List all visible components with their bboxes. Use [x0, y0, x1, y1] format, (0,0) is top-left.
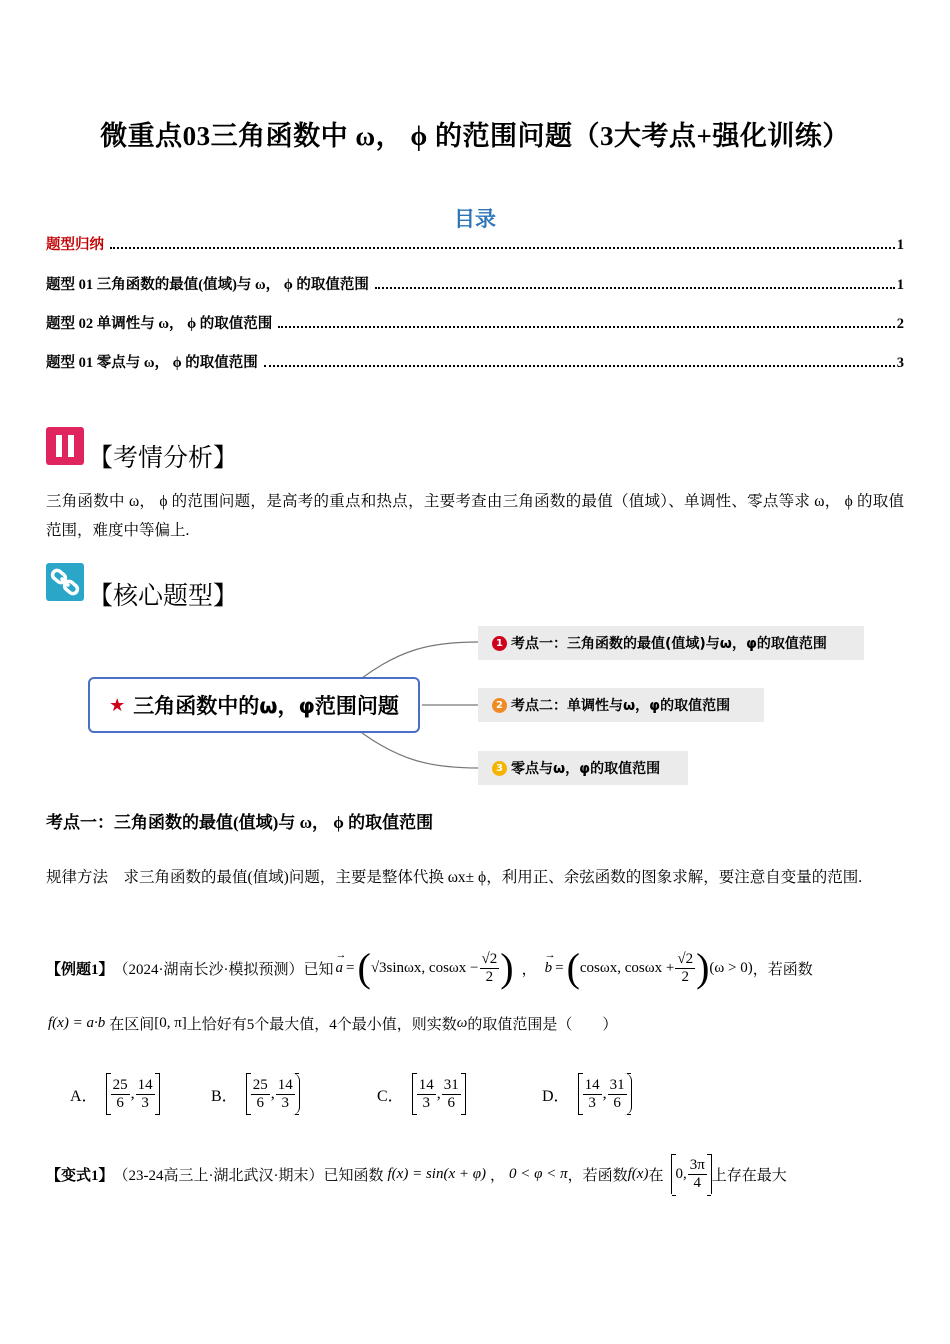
- fraction: $\frac{√2}{2}$: [481, 950, 498, 985]
- variant-text: 在: [648, 1167, 664, 1184]
- option-a[interactable]: [70, 1073, 160, 1115]
- option-label: D．: [542, 1087, 570, 1105]
- option-interval: $\frac{25}{6}$ , $\frac{14}{3}$: [246, 1073, 300, 1115]
- vector-a-body: √3sinωx, cosωx −: [370, 959, 479, 976]
- core-title: 【核心题型】: [88, 581, 239, 610]
- analysis-title: 【考情分析】: [88, 443, 239, 472]
- example-text: 上恰好有5个最大值，4个最小值，则实数: [186, 1017, 457, 1033]
- interval: [0, π]: [154, 1015, 187, 1031]
- toc-row[interactable]: [46, 350, 904, 372]
- toc-row[interactable]: [46, 232, 904, 254]
- toc-dots: [375, 287, 895, 289]
- toc-row-page: 1: [896, 277, 904, 293]
- mindmap-branch-label: 考点一：三角函数的最值(值域)与ω，φ的取值范围: [511, 636, 827, 652]
- variant-text: ，若函数: [567, 1167, 628, 1184]
- vector-b-body: cosωx, cosωx +: [579, 959, 675, 976]
- option-label: C．: [377, 1087, 404, 1105]
- example-text: 在区间: [109, 1017, 155, 1033]
- variant-tag: 【变式1】: [46, 1167, 114, 1184]
- option-b[interactable]: [211, 1073, 300, 1115]
- toc-row-page: 3: [896, 355, 904, 371]
- option-label: B．: [211, 1087, 238, 1105]
- toc-row-page: 2: [896, 316, 904, 332]
- function-expr: f(x) = a·b: [48, 1015, 106, 1031]
- mindmap-root-label: 三角函数中的ω，φ范围问题: [133, 694, 399, 718]
- toc-row[interactable]: [46, 311, 904, 333]
- kaodian1-heading: 考点一：三角函数的最值(值域)与 ω， ϕ 的取值范围: [46, 813, 434, 832]
- page-title: 微重点03三角函数中 ω， ϕ 的范围问题（3大考点+强化训练）: [100, 121, 850, 151]
- mindmap-branch: [478, 626, 864, 660]
- example-source: （2024·湖南长沙·模拟预测）已知: [113, 961, 334, 978]
- link-icon: [46, 563, 84, 601]
- number-badge: 2: [492, 698, 507, 713]
- example-text: ，若函数: [752, 961, 813, 978]
- function-expr: f(x): [627, 1165, 649, 1182]
- variant1-line: 【变式1】 （23-24高三上·湖北武汉·期末）已知函数 f(x) = sin(x + φ) ， 0 < φ < π ，若函数 f(x) 在 0, $\frac{3\pi}{4}$ 上存在最大: [46, 1152, 916, 1196]
- mindmap-root: [88, 677, 420, 733]
- example1-line2: [48, 1013, 617, 1034]
- star-icon: ★: [109, 694, 126, 716]
- option-interval: $\frac{14}{3}$ , $\frac{31}{6}$: [412, 1073, 466, 1115]
- example-text: 的取值范围是（ ）: [467, 1017, 618, 1033]
- fraction: $\frac{√2}{2}$: [677, 950, 694, 985]
- example1-line1: 【例题1】 （2024·湖南长沙·模拟预测）已知 → a = ( √3sinωx, cosωx − $\frac{√2}{2}$ ) ， → b = ( cosωx, cosωx + $\frac{√2}{2}$ ) (ω > 0) ，若函数: [46, 945, 813, 990]
- toc-dots: [278, 326, 894, 328]
- mindmap-branch-label: 考点二：单调性与ω，φ的取值范围: [511, 698, 731, 714]
- toc-row-label: 题型归纳: [46, 237, 104, 253]
- example-tag: 【例题1】: [46, 961, 114, 978]
- toc-row-label: 题型 02 单调性与 ω， ϕ 的取值范围: [46, 316, 273, 332]
- vector-b: → b: [544, 948, 556, 976]
- number-badge: 3: [492, 761, 507, 776]
- toc-dots: [110, 247, 895, 249]
- option-c[interactable]: [377, 1073, 466, 1115]
- variant-text: 上存在最大: [711, 1167, 787, 1184]
- variant-source: （23-24高三上·湖北武汉·期末）已知函数: [113, 1167, 384, 1184]
- vector-a: → a: [335, 948, 347, 976]
- analysis-text: 三角函数中 ω， ϕ 的范围问题，是高考的重点和热点，主要考查由三角函数的最值（值域）、单调性、零点等求 ω， ϕ 的取值范围，难度中等偏上.: [46, 493, 904, 539]
- omega-symbol: ω: [456, 1015, 468, 1031]
- phi-condition: 0 < φ < π: [509, 1165, 568, 1182]
- toc-row[interactable]: [46, 272, 904, 294]
- function-expr: f(x) = sin(x + φ): [387, 1165, 487, 1182]
- kaodian1-method: 规律方法 求三角函数的最值(值域)问题，主要是整体代换 ωx± ϕ，利用正、余弦函数的图象求解，要注意自变量的范围.: [46, 869, 863, 886]
- mindmap-branch: [478, 751, 688, 785]
- number-badge: 1: [492, 636, 507, 651]
- toc-row-page: 1: [896, 237, 904, 253]
- toc-row-label: 题型 01 零点与 ω， ϕ 的取值范围: [46, 355, 258, 371]
- option-interval: $\frac{14}{3}$ , $\frac{31}{6}$: [578, 1073, 632, 1115]
- toc-row-label: 题型 01 三角函数的最值(值域)与 ω， ϕ 的取值范围: [46, 277, 369, 293]
- mindmap-branch-label: 零点与ω，φ的取值范围: [511, 761, 661, 777]
- toc-dots: [264, 365, 895, 367]
- omega-condition: (ω > 0): [709, 959, 753, 976]
- option-label: A．: [70, 1087, 98, 1105]
- option-d[interactable]: [542, 1073, 632, 1115]
- mindmap-branch: [478, 688, 764, 722]
- toc-heading: 目录: [454, 207, 496, 231]
- variant-interval: 0, $\frac{3\pi}{4}$: [671, 1154, 711, 1194]
- option-interval: $\frac{25}{6}$ , $\frac{14}{3}$: [106, 1073, 160, 1115]
- analysis-section-icon: [46, 427, 84, 465]
